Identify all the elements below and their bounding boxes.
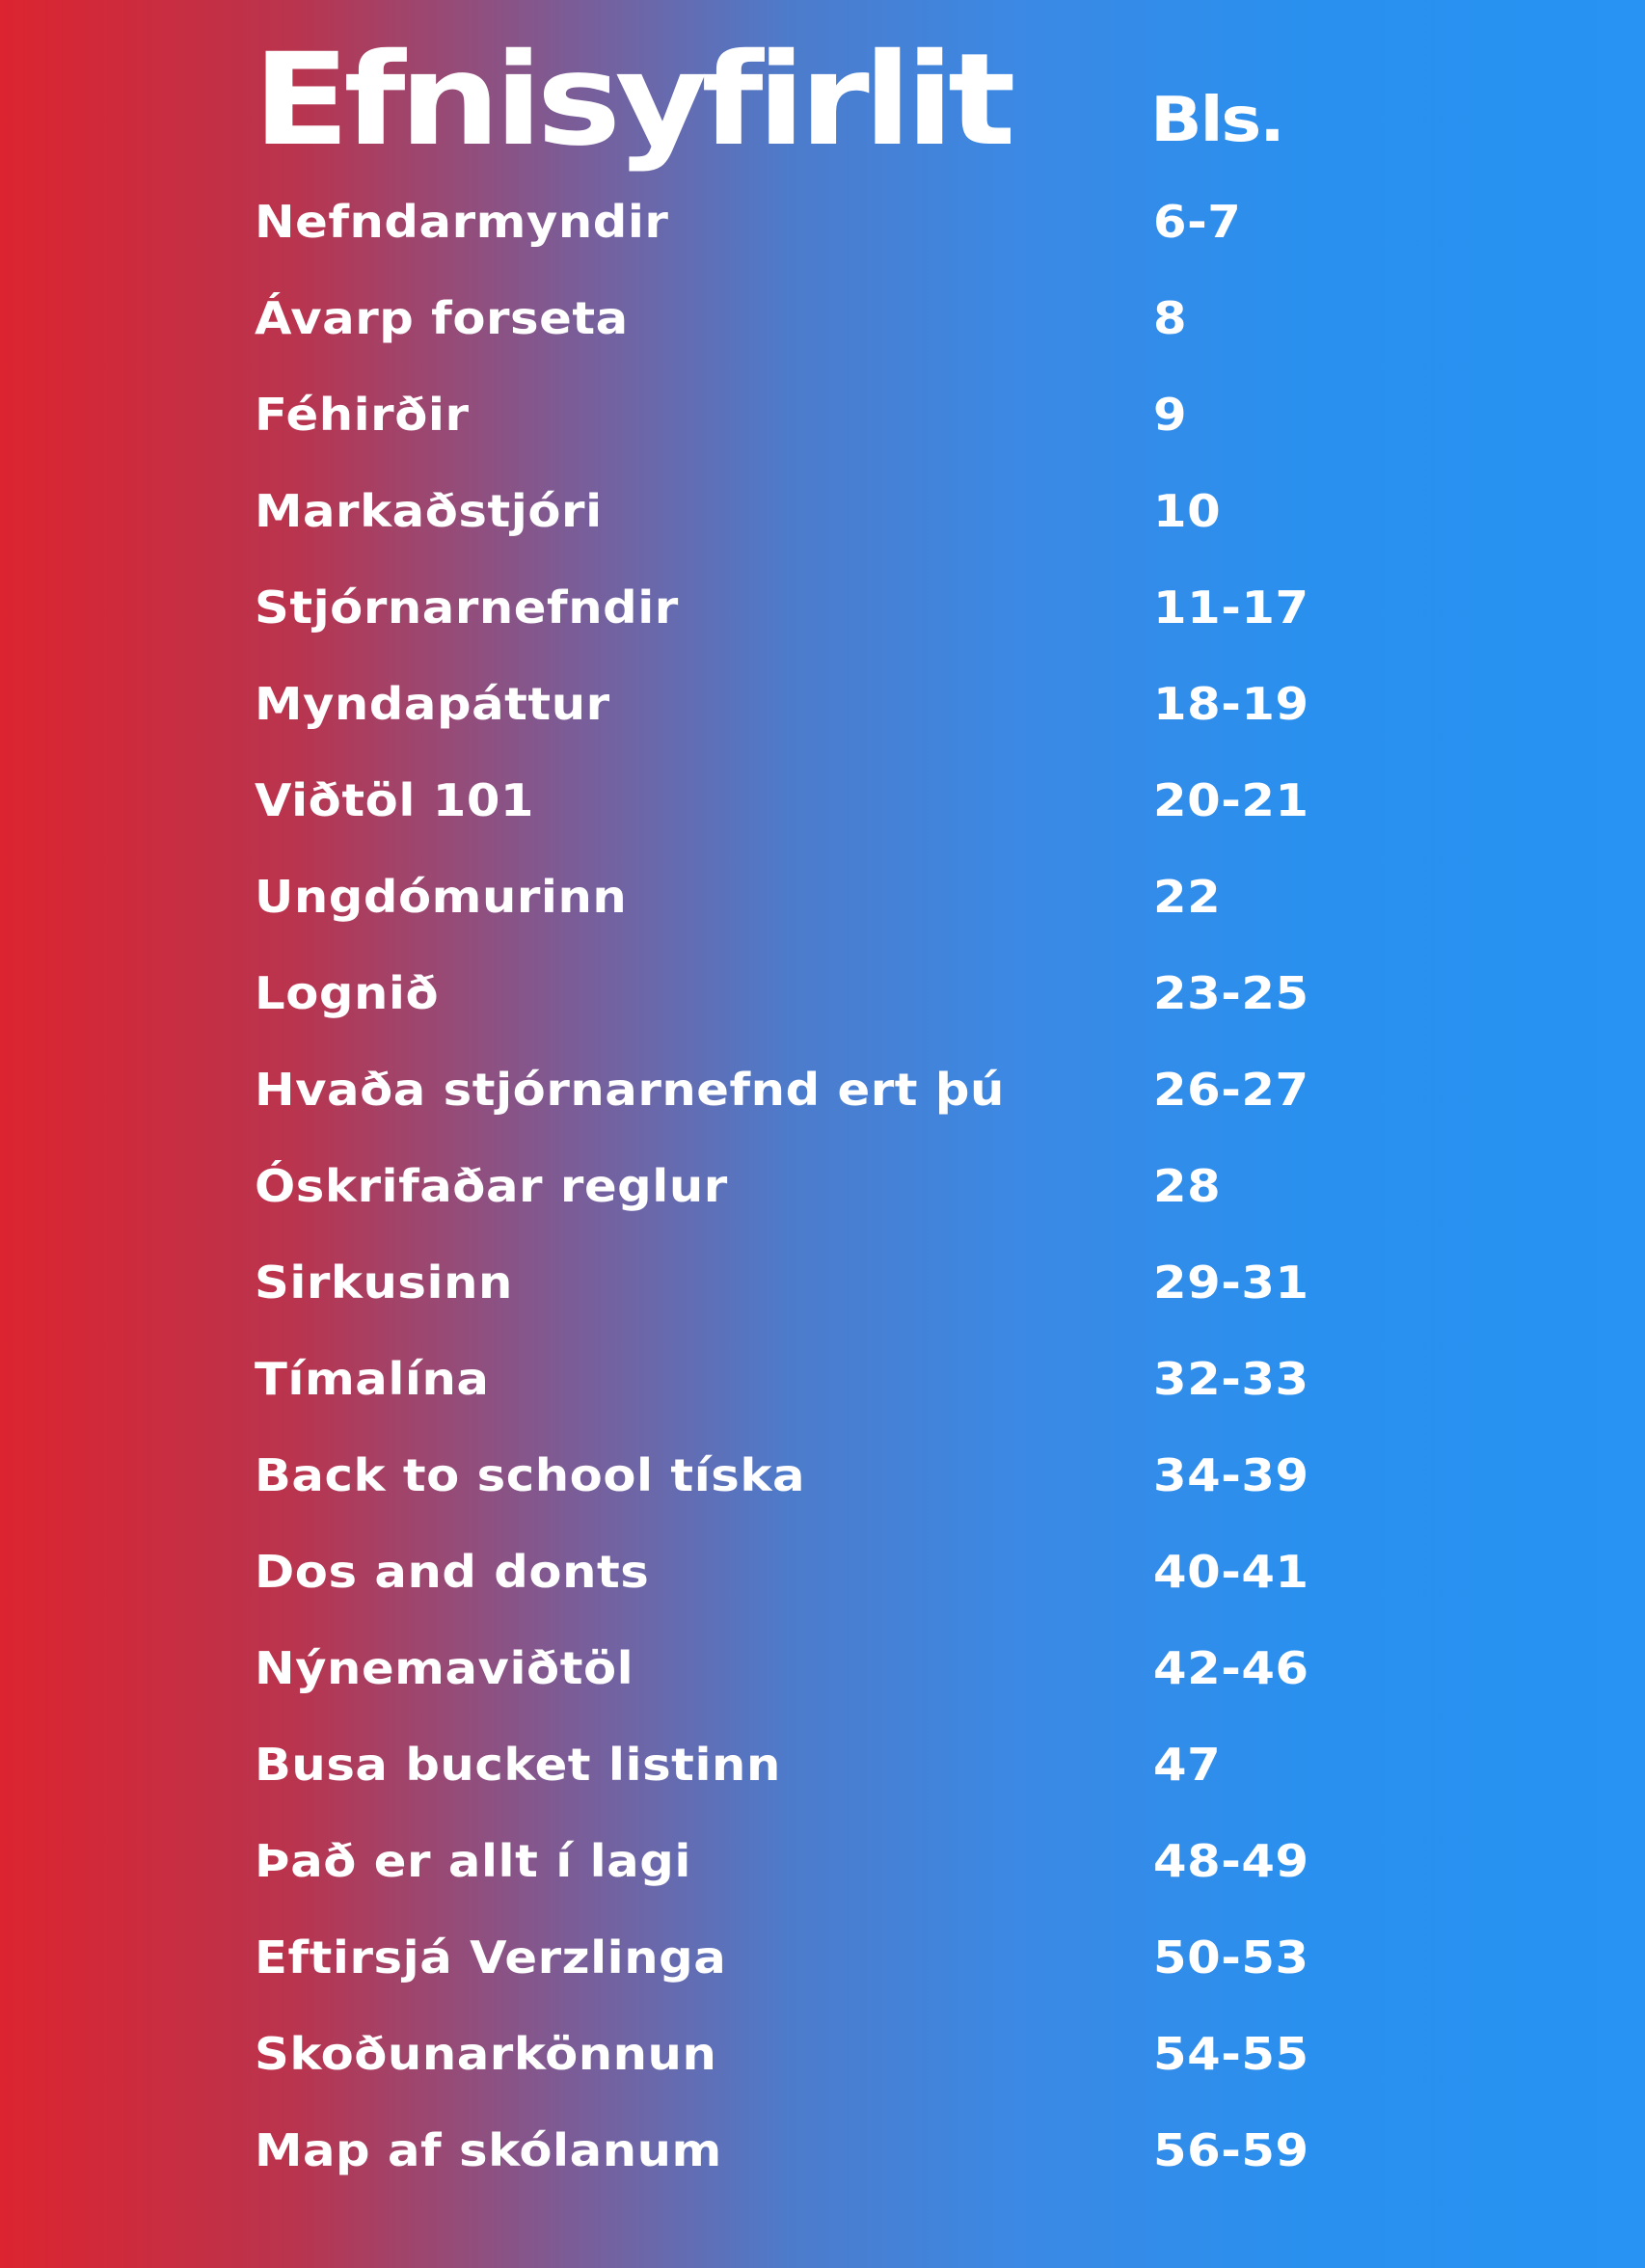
toc-entry-title: Féhirðir (255, 389, 470, 441)
toc-entry-title: Hvaða stjórnarnefnd ert þú (255, 1064, 1005, 1116)
toc-row (0, 771, 1645, 829)
toc-row (0, 386, 1645, 444)
toc-entry-pages: 22 (1153, 871, 1222, 923)
toc-entry-pages: 20-21 (1153, 774, 1309, 826)
toc-entry-title: Myndapáttur (255, 678, 610, 730)
toc-entry-pages: 32-33 (1153, 1353, 1309, 1405)
toc-row (0, 193, 1645, 251)
toc-entry-title: Nefndarmyndir (255, 196, 669, 248)
toc-entry-pages: 54-55 (1153, 2028, 1309, 2080)
toc-entry-pages: 26-27 (1153, 1064, 1309, 1116)
toc-row (0, 482, 1645, 540)
toc-entry-pages: 47 (1153, 1739, 1222, 1791)
toc-entry-pages: 42-46 (1153, 1642, 1309, 1694)
toc-entry-pages: 23-25 (1153, 967, 1309, 1019)
toc-entry-title: Ávarp forseta (255, 292, 629, 344)
toc-row (0, 1254, 1645, 1311)
toc-entry-pages: 40-41 (1153, 1546, 1309, 1598)
toc-entry-title: Óskrifaðar reglur (255, 1160, 728, 1212)
toc-entry-title: Skoðunarkönnun (255, 2028, 717, 2080)
toc-row (0, 1350, 1645, 1408)
page-column-header: Bls. (1150, 85, 1283, 156)
toc-row (0, 1061, 1645, 1119)
toc-entry-title: Lognið (255, 967, 440, 1019)
toc-entry-title: Nýnemaviðtöl (255, 1642, 634, 1694)
toc-entry-title: Back to school tíska (255, 1449, 806, 1501)
toc-entry-pages: 9 (1153, 389, 1188, 441)
toc-entry-pages: 34-39 (1153, 1449, 1309, 1501)
toc-row (0, 289, 1645, 347)
toc-entry-pages: 8 (1153, 292, 1188, 344)
toc-row (0, 868, 1645, 926)
toc-entry-title: Ungdómurinn (255, 871, 628, 923)
toc-entry-title: Eftirsjá Verzlinga (255, 1931, 727, 1984)
toc-row (0, 1157, 1645, 1215)
toc-entry-pages: 48-49 (1153, 1835, 1309, 1887)
toc-entry-title: Það er allt í lagi (255, 1835, 691, 1887)
toc-row (0, 1929, 1645, 1986)
toc-entry-title: Markaðstjóri (255, 485, 603, 537)
toc-row (0, 1639, 1645, 1697)
toc-row (0, 2025, 1645, 2083)
toc-row (0, 964, 1645, 1022)
toc-row (0, 2121, 1645, 2179)
toc-entry-pages: 18-19 (1153, 678, 1309, 730)
toc-entry-pages: 28 (1153, 1160, 1222, 1212)
toc-row (0, 1736, 1645, 1794)
toc-entry-title: Stjórnarnefndir (255, 581, 679, 634)
toc-row (0, 675, 1645, 733)
toc-entry-pages: 6-7 (1153, 196, 1242, 248)
toc-row (0, 1832, 1645, 1890)
toc-row (0, 1543, 1645, 1601)
toc-entry-title: Sirkusinn (255, 1256, 513, 1309)
toc-entry-title: Dos and donts (255, 1546, 650, 1598)
toc-entry-pages: 56-59 (1153, 2124, 1309, 2176)
toc-entry-title: Busa bucket listinn (255, 1739, 781, 1791)
toc-row (0, 1446, 1645, 1504)
toc-entry-pages: 11-17 (1153, 581, 1309, 634)
toc-row (0, 579, 1645, 636)
toc-entry-pages: 10 (1153, 485, 1222, 537)
page-title: Efnisyfirlit (253, 26, 1010, 175)
toc-entry-pages: 29-31 (1153, 1256, 1309, 1309)
toc-entry-title: Viðtöl 101 (255, 774, 535, 826)
toc-entry-title: Map af skólanum (255, 2124, 722, 2176)
toc-entry-title: Tímalína (255, 1353, 490, 1405)
toc-entry-pages: 50-53 (1153, 1931, 1309, 1984)
